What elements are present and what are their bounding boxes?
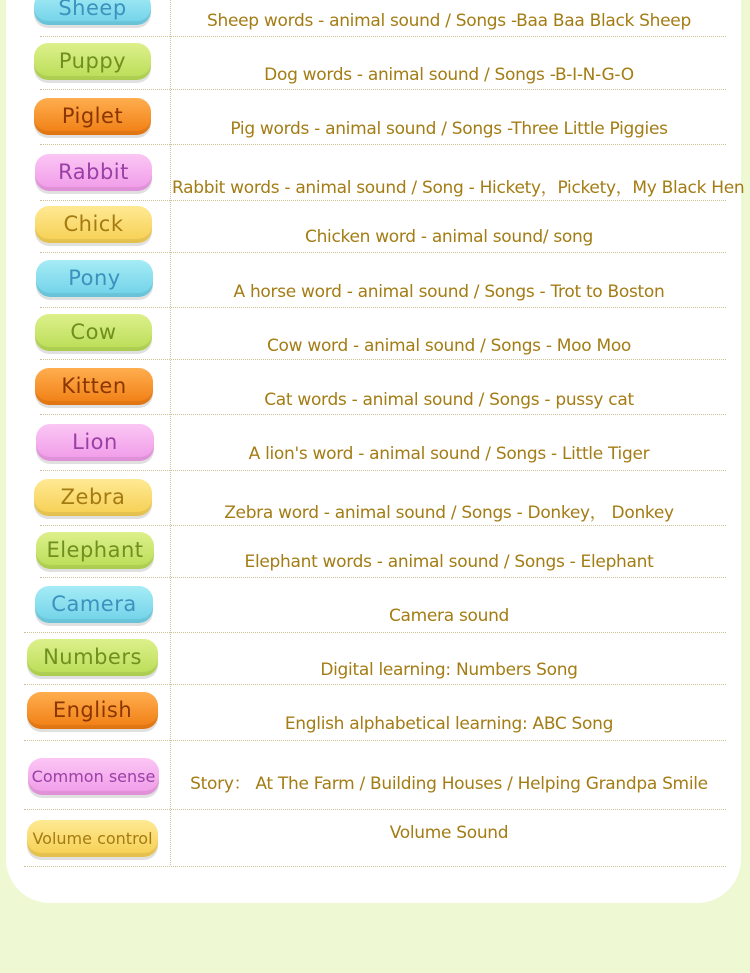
- row-divider: [40, 200, 726, 201]
- row-divider: [24, 866, 726, 867]
- volume-control-button[interactable]: Volume control: [27, 820, 158, 857]
- chick-button[interactable]: Chick: [35, 206, 152, 243]
- row-divider: [40, 36, 726, 37]
- row-divider: [40, 414, 726, 415]
- row-divider: [40, 307, 726, 308]
- zebra-description: Zebra word - animal sound / Songs - Donkey， Donkey: [224, 503, 674, 523]
- row-divider: [24, 809, 726, 810]
- rabbit-button[interactable]: Rabbit: [35, 154, 152, 191]
- row-divider: [40, 144, 726, 145]
- row-divider: [40, 525, 726, 526]
- cow-description: Cow word - animal sound / Songs - Moo Moo: [266, 336, 632, 356]
- puppy-description: Dog words - animal sound / Songs -B-I-N-G-O: [264, 65, 634, 85]
- row-divider: [40, 577, 726, 578]
- zebra-button[interactable]: Zebra: [34, 479, 152, 516]
- sheep-button[interactable]: Sheep: [34, 0, 151, 25]
- row-divider: [40, 359, 726, 360]
- volume-control-description: Volume Sound: [389, 823, 509, 843]
- cow-button[interactable]: Cow: [35, 314, 152, 351]
- piglet-button[interactable]: Piglet: [34, 98, 151, 135]
- sheep-description: Sheep words - animal sound / Songs -Baa Baa Black Sheep: [207, 11, 691, 31]
- numbers-button[interactable]: Numbers: [27, 639, 158, 676]
- row-divider: [24, 632, 726, 633]
- camera-button[interactable]: Camera: [35, 586, 153, 623]
- chick-description: Chicken word - animal sound/ song: [305, 227, 593, 247]
- kitten-description: Cat words - animal sound / Songs - pussy cat: [264, 390, 634, 410]
- row-divider: [40, 89, 726, 90]
- lion-button[interactable]: Lion: [36, 424, 154, 461]
- column-divider: [170, 0, 171, 865]
- common-sense-description: Story： At The Farm / Building Houses / Helping Grandpa Smile: [190, 774, 708, 794]
- piglet-description: Pig words - animal sound / Songs -Three Little Piggies: [230, 119, 668, 139]
- elephant-description: Elephant words - animal sound / Songs - Elephant: [244, 552, 654, 572]
- elephant-button[interactable]: Elephant: [36, 532, 154, 569]
- row-divider: [24, 684, 726, 685]
- rabbit-description: Rabbit words - animal sound / Song - Hickety，Pickety，My Black Hen: [172, 178, 745, 198]
- common-sense-button[interactable]: Common sense: [28, 758, 159, 795]
- english-description: English alphabetical learning: ABC Song: [284, 714, 614, 734]
- row-divider: [24, 740, 726, 741]
- english-button[interactable]: English: [27, 692, 158, 729]
- pony-button[interactable]: Pony: [36, 260, 153, 297]
- puppy-button[interactable]: Puppy: [34, 43, 151, 80]
- lion-description: A lion's word - animal sound / Songs - Little Tiger: [248, 444, 650, 464]
- camera-description: Camera sound: [388, 606, 510, 626]
- kitten-button[interactable]: Kitten: [35, 368, 153, 405]
- numbers-description: Digital learning: Numbers Song: [320, 660, 578, 680]
- row-divider: [40, 252, 726, 253]
- pony-description: A horse word - animal sound / Songs - Trot to Boston: [233, 282, 665, 302]
- row-divider: [40, 470, 726, 471]
